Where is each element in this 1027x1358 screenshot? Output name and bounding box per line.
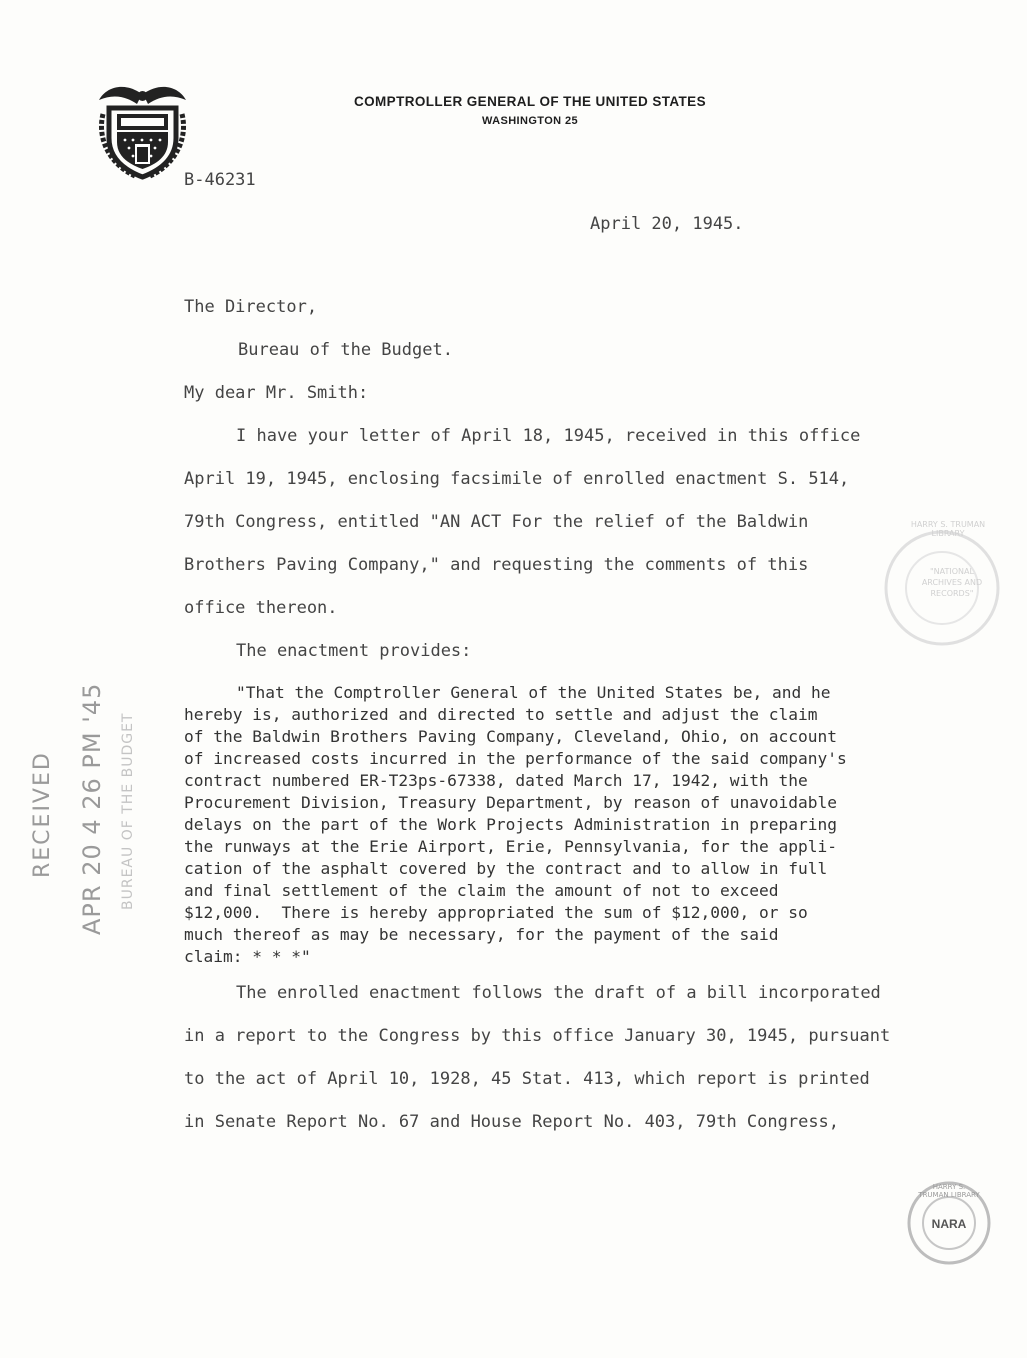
quote-line: hereby is, authorized and directed to settle and adjust the claim: [184, 705, 818, 724]
letter-date: April 20, 1945.: [590, 214, 744, 234]
received-stamp-datetime: APR 20 4 26 PM '45: [78, 682, 106, 935]
library-stamp-inner: "NATIONAL ARCHIVES AND RECORDS": [921, 567, 983, 598]
quote-line: delays on the part of the Work Projects Administration in preparing: [184, 815, 837, 834]
received-stamp-office: BUREAU OF THE BUDGET: [120, 712, 136, 910]
address-line-2: Bureau of the Budget.: [238, 340, 453, 360]
quote-line: of increased costs incurred in the performance of the said company's: [184, 749, 847, 768]
letterhead-city: WASHINGTON 25: [481, 115, 579, 127]
para3-line: The enrolled enactment follows the draft of a bill incorporated: [236, 983, 881, 1003]
quote-line: cation of the asphalt covered by the contract and to allow in full: [184, 859, 828, 878]
quote-line: claim: * * *": [184, 947, 311, 966]
para2: The enactment provides:: [236, 641, 472, 661]
nara-stamp-name: HARRY S. TRUMAN LIBRARY: [918, 1183, 980, 1199]
quote-line: "That the Comptroller General of the United States be, and he: [236, 683, 831, 702]
nara-stamp-inner: NARA: [931, 1217, 967, 1231]
para1-line: I have your letter of April 18, 1945, received in this office: [236, 426, 861, 446]
para3-line: to the act of April 10, 1928, 45 Stat. 413, which report is printed: [184, 1069, 870, 1089]
received-stamp-word: RECEIVED: [30, 751, 55, 878]
para3-line: in a report to the Congress by this office January 30, 1945, pursuant: [184, 1026, 891, 1046]
quote-line: contract numbered ER-T23ps-67338, dated March 17, 1942, with the: [184, 771, 808, 790]
file-number: B-46231: [184, 170, 256, 190]
quote-line: and final settlement of the claim the amount of not to exceed: [184, 881, 779, 900]
quote-line: $12,000. There is hereby appropriated the sum of $12,000, or so: [184, 903, 808, 922]
letterhead-title: COMPTROLLER GENERAL OF THE UNITED STATES: [353, 94, 706, 109]
para1-line: Brothers Paving Company," and requesting the comments of this: [184, 555, 809, 575]
letterhead: [330, 94, 730, 127]
library-stamp-name: HARRY S. TRUMAN LIBRARY: [910, 520, 986, 538]
quote-line: much thereof as may be necessary, for the payment of the said: [184, 925, 779, 944]
salutation: My dear Mr. Smith:: [184, 383, 369, 403]
para1-line: office thereon.: [184, 598, 338, 618]
quote-line: the runways at the Erie Airport, Erie, Pennsylvania, for the appli-: [184, 837, 837, 856]
para1-line: 79th Congress, entitled "AN ACT For the relief of the Baldwin: [184, 512, 809, 532]
para1-line: April 19, 1945, enclosing facsimile of enrolled enactment S. 514,: [184, 469, 850, 489]
address-line-1: The Director,: [184, 297, 318, 317]
quote-line: of the Baldwin Brothers Paving Company, Cleveland, Ohio, on account: [184, 727, 837, 746]
para3-line: in Senate Report No. 67 and House Report No. 403, 79th Congress,: [184, 1112, 840, 1132]
quote-line: Procurement Division, Treasury Department, by reason of unavoidable: [184, 793, 837, 812]
comptroller-seal-icon: [95, 80, 190, 180]
